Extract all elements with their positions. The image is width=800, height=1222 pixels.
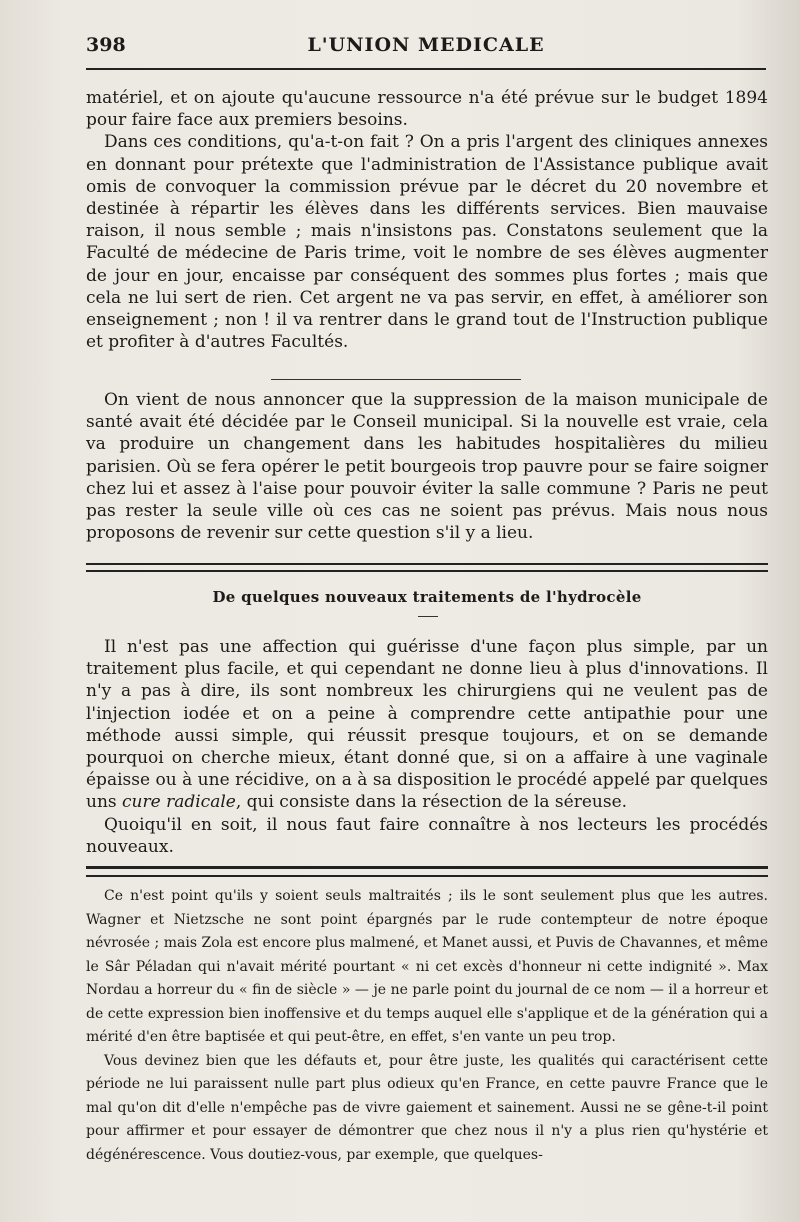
text-run: , qui consiste dans la résection de la séreuse. [235,792,628,813]
page-number: 398 [86,34,126,56]
double-rule [86,563,768,572]
journal-title: L'UNION MEDICALE [307,34,545,56]
paragraph: Vous devinez bien que les défauts et, pour être juste, les qualités qui caractérisent cette période ne lui paraissent nulle part plus odieux qu'en France, en cette pauvre France que le mal qu'on dit d'elle n'empêche pas de vivre gaiement et sainement. Aussi ne se gêne-t-il point pour affirmer et pour essayer de démontrer que chez nous il n'y a plus rien qu'hystérie et dégénérescence. Vous doutiez-vous, par exemple, que quelques- [86,1052,768,1163]
paragraph: On vient de nous annoncer que la suppression de la maison municipale de santé avait été décidée par le Conseil municipal. Si la nouvelle est vraie, cela va produire un changement dans les habitudes hospitalières du milieu parisien. Où se fera opérer le petit bourgeois trop pauvre pour se faire soigner chez lui et assez à l'aise pour pouvoir éviter la salle commune ? Paris ne peut pas rester la seule ville où ces cas ne soient pas prévus. Mais nous nous proposons de revenir sur cette question s'il y a lieu. [86,390,768,544]
paragraph: Dans ces conditions, qu'a-t-on fait ? On a pris l'argent des cliniques annexes en donnant pour prétexte que l'administration de l'Assistance publique avait omis de convoquer la commission prévue par le décret du 20 novembre et destinée à répartir les élèves dans les différents services. Bien mauvaise raison, il nous semble ; mais n'insistons pas. Constatons seulement que la Faculté de médecine de Paris trime, voit le nombre de ses élèves augmenter de jour en jour, encaisse par conséquent des sommes plus fortes ; mais que cela ne lui sert de rien. Cet argent ne va pas servir, en effet, à améliorer son enseignement ; non ! il va rentrer dans le grand tout de l'Instruction publique et profiter à d'autres Facultés. [86,132,768,353]
feuilleton-text [86,885,768,1167]
paragraph: Quoiqu'il en soit, il nous faut faire connaître à nos lecteurs les procédés nouveaux. [86,814,768,857]
article-title: De quelques nouveaux traitements de l'hydrocèle [212,588,642,606]
italic-term: cure radicale [122,792,236,813]
paragraph: Ce n'est point qu'ils y soient seuls maltraités ; ils le sont seulement plus que les autres. Wagner et Nietzsche ne sont point épargnés par le rude contempteur de notre époque névrosée ; mais Zola est encore plus malmené, et Manet aussi, et Puvis de Chavannes, et même le Sâr Péladan qui n'avait mérité pourtant « ni cet excès d'honneur ni cette indignité ». Max Nordau a horreur du « fin de siècle » — je ne parle point du journal de ce nom — il a horreur et de cette expression bien inoffensive et du temps auquel elle s'applique et de la génération qui a mérité d'en être baptisée et qui peut-être, en effet, s'en vante un peu trop. [86,888,768,1045]
paragraph: matériel, et on ajoute qu'aucune ressource n'a été prévue sur le budget 1894 pour faire face aux premiers besoins. [86,88,768,131]
header-rule [86,68,766,70]
feuilleton-rule [86,866,768,877]
section-maison-municipale [86,389,768,544]
text-run: Il n'est pas une affection qui guérisse d'une façon plus simple, par un traitement plus facile, et qui cependant ne donne lieu à plus d'innovations. Il n'y a pas à dire, ils sont nombreux les chirurgiens qui ne veulent pas de l'injection iodée et on a peine à comprendre cette antipathie pour une méthode aussi simple, qui réussit presque toujours, et on se demande pourquoi on cherche mieux, étant donné que, si on a affaire à une vaginale épaisse ou à une récidive, on a à sa disposition le procédé appelé par quelques uns [86,637,768,813]
article-body [86,636,768,858]
section-divider [271,379,521,380]
page-header [86,34,766,58]
title-dash [418,616,438,617]
paragraph [86,636,768,814]
section-budget [86,87,768,353]
